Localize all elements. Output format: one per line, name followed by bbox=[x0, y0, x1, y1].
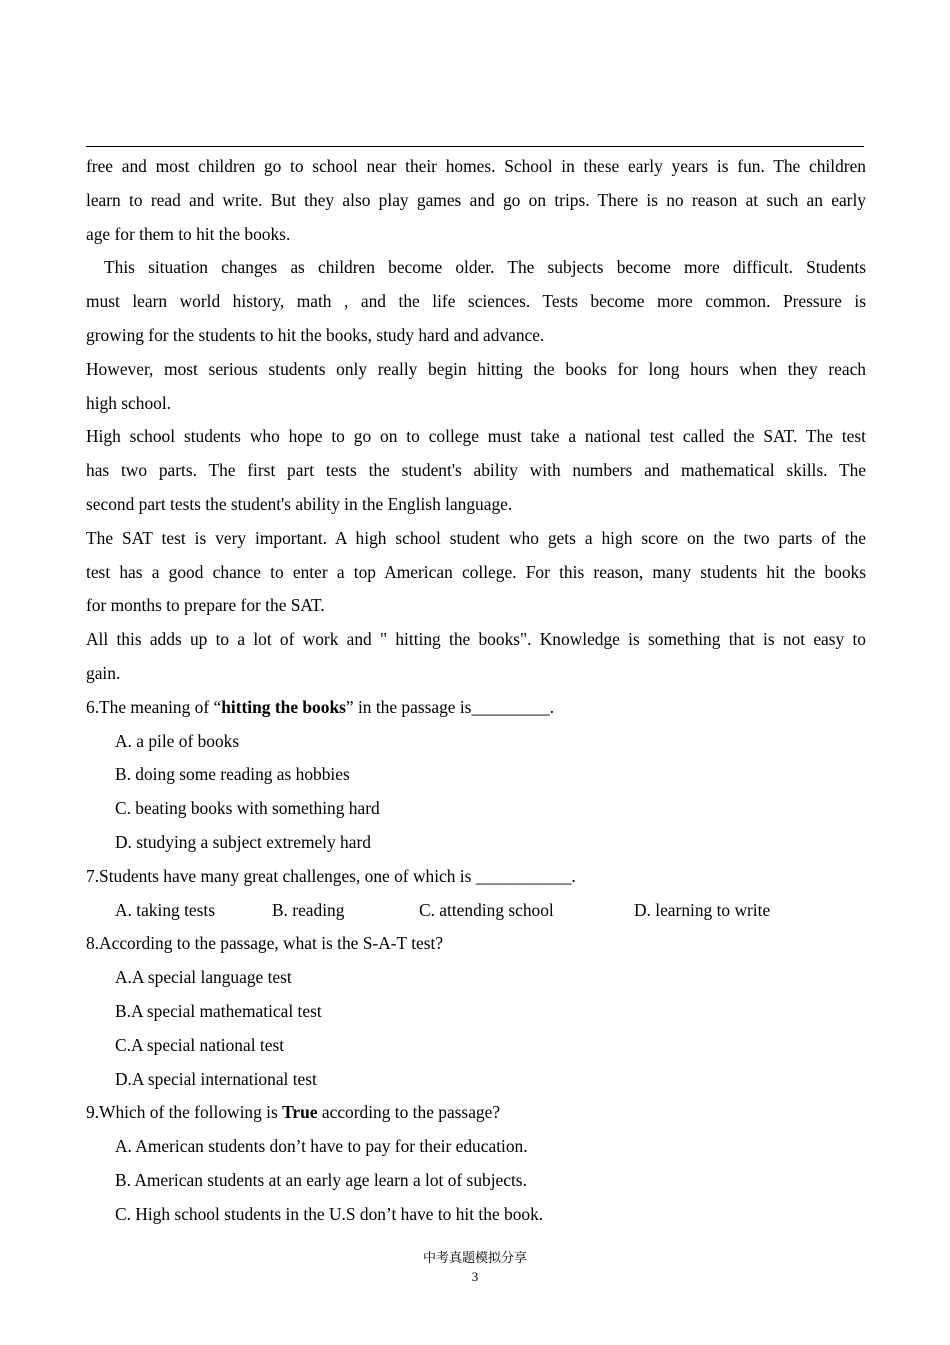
passage-line: has two parts. The first part tests the student's ability with numbers and mathematical skills. The bbox=[86, 460, 866, 481]
question-text: 9.Which of the following is bbox=[86, 1102, 283, 1123]
question-7-option-d: D. learning to write bbox=[634, 899, 771, 920]
question-6-option-d: D. studying a subject extremely hard bbox=[115, 831, 371, 852]
question-6-stem bbox=[86, 691, 866, 725]
passage-line: learn to read and write. But they also play games and go on trips. There is no reason at such an early bbox=[86, 189, 866, 210]
question-7-options bbox=[86, 894, 866, 928]
question-9-stem bbox=[86, 1096, 866, 1130]
question-keyword: True bbox=[282, 1102, 318, 1123]
page-number: 3 bbox=[471, 1269, 479, 1284]
question-7-option-a: A. taking tests bbox=[115, 899, 215, 920]
question-7-stem: 7.Students have many great challenges, one of which is ___________. bbox=[86, 865, 576, 886]
question-text: according to the passage? bbox=[317, 1102, 501, 1123]
passage-line: age for them to hit the books. bbox=[86, 223, 291, 244]
question-text: ” in the passage is_________. bbox=[345, 696, 555, 717]
question-7-option-c: C. attending school bbox=[419, 899, 554, 920]
question-8-stem: 8.According to the passage, what is the S-A-T test? bbox=[86, 933, 444, 954]
passage-line: high school. bbox=[86, 392, 172, 413]
passage-line: High school students who hope to go on to college must take a national test called the SAT. The test bbox=[86, 426, 866, 447]
question-6-option-c: C. beating books with something hard bbox=[115, 798, 380, 819]
question-8-option-b: B.A special mathematical test bbox=[115, 1000, 322, 1021]
passage-line: must learn world history, math , and the life sciences. Tests become more common. Pressure is bbox=[86, 291, 866, 312]
passage-line: test has a good chance to enter a top American college. For this reason, many students hit the books bbox=[86, 561, 866, 582]
passage-line: All this adds up to a lot of work and " hitting the books". Knowledge is something that is not easy to bbox=[86, 629, 866, 650]
question-8-option-d: D.A special international test bbox=[115, 1068, 317, 1089]
passage-line: free and most children go to school near their homes. School in these early years is fun. The children bbox=[86, 156, 866, 176]
question-9-option-c: C. High school students in the U.S don’t have to hit the book. bbox=[115, 1203, 544, 1224]
question-text: 6.The meaning of “ bbox=[86, 696, 222, 717]
question-6-option-a: A. a pile of books bbox=[115, 730, 240, 751]
footer-caption: 中考真题模拟分享 bbox=[422, 1250, 527, 1265]
passage-line: However, most serious students only really begin hitting the books for long hours when they reach bbox=[86, 358, 866, 379]
question-6-option-b: B. doing some reading as hobbies bbox=[115, 764, 350, 785]
question-8-option-a: A.A special language test bbox=[115, 967, 292, 988]
passage-line: gain. bbox=[86, 662, 121, 683]
passage-line: for months to prepare for the SAT. bbox=[86, 595, 325, 616]
question-7-option-b: B. reading bbox=[272, 899, 345, 920]
page-body bbox=[86, 150, 866, 1232]
passage-line: The SAT test is very important. A high school student who gets a high score on the two parts of the bbox=[86, 527, 866, 548]
question-8-option-c: C.A special national test bbox=[115, 1034, 285, 1055]
question-9-option-a: A. American students don’t have to pay for their education. bbox=[115, 1136, 528, 1157]
header-rule bbox=[86, 146, 864, 147]
passage-line: second part tests the student's ability in the English language. bbox=[86, 493, 513, 514]
question-keyword: hitting the books bbox=[221, 696, 346, 717]
passage-line: growing for the students to hit the books, study hard and advance. bbox=[86, 324, 545, 345]
question-9-option-b: B. American students at an early age learn a lot of subjects. bbox=[115, 1169, 527, 1190]
passage-line: This situation changes as children become older. The subjects become more difficult. Students bbox=[104, 257, 866, 278]
